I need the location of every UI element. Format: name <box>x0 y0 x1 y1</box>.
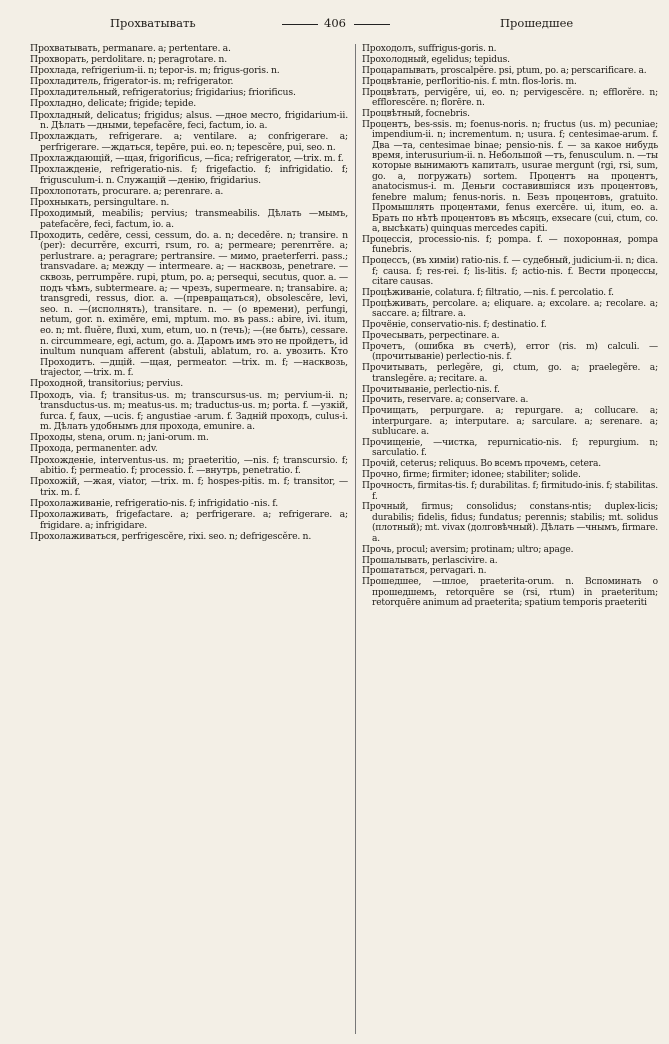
dictionary-entry: Проходы, stena, orum. n; jani-orum. m. <box>30 432 209 444</box>
dictionary-entry: Прохлада, refrigerium-ii. n; tepor-is. m; frigus-goris. n. <box>30 65 280 77</box>
header-left-guideword: Прохватывать <box>110 16 196 30</box>
dictionary-entry: Прохлопотать, procurare. a; perenrare. a. <box>30 185 224 197</box>
dictionary-entry: Прохладно, delicate; frigide; tepide. <box>30 98 197 110</box>
dictionary-entry: Прочесывать, perpectinare. a. <box>362 330 500 341</box>
dictionary-entry: Прохожденіе, interventus-us. m; praeteritio, —nis. f; transcursio. f; abitio. f; permeatio. f; processio. f. —внутрь, penetratio. f. <box>30 454 348 477</box>
dictionary-entry: Прохолаживаться, perfrigescĕre, rixi. seo. n; defrigescĕre. n. <box>30 530 312 542</box>
dictionary-entry: Процессъ, (въ химіи) ratio-nis. f. — судебный, judicium-ii. n; dica. f; causa. f; res-rei. f; lis-litis. f; actio-nis. f. Вести процессы, citare causas. <box>362 256 658 287</box>
dictionary-entry: Прохожій, —жая, viator, —trix. m. f; hospes-pitis. m. f; transitor, —trix. m. f. <box>30 476 348 498</box>
dictionary-entry: Прочищать, perpurgare. a; repurgare. a; collucare. a; interpurgare. a; interputare. a; sarculare. a; serenare. a; sublucare. a. <box>362 406 658 438</box>
dictionary-entry: Процессія, processio-nis. f; pompa. f. — похоронная, pompa funebris. <box>362 234 658 256</box>
dictionary-entry: Проходной, transitorius; pervius. <box>30 378 184 390</box>
dictionary-entry: Прохладитель, frigerator-is. m; refrigerator. <box>30 76 234 88</box>
dictionary-entry: Процѣживаніе, colatura. f; filtratio, —nis. f. percolatio. f. <box>362 287 614 298</box>
dictionary-entry: Прочищеніе, —чистка, repurnicatio-nis. f; repurgium. n; sarculatio. f. <box>362 438 658 459</box>
page-number: 406 <box>324 16 346 30</box>
dictionary-entry: Процвѣтный, focnebris. <box>362 108 470 119</box>
dictionary-entry: Проходимый, meabilis; pervius; transmeabilis. Дѣлать —мымъ, patefacĕre, feci, factum, io. a. <box>30 207 348 230</box>
dictionary-entry: Прочить, reservare. a; conservare. a. <box>362 395 529 406</box>
left-column <box>30 44 348 1036</box>
dictionary-entry: Проходолъ, suffrigus-goris. n. <box>362 44 497 54</box>
dictionary-entry: Процвѣтаніе, perfloritio-nis. f. mtn. flos-loris. m. <box>362 76 577 87</box>
dictionary-entry: Прочитываніе, perlectio-nis. f. <box>362 384 500 395</box>
dictionary-entry: Прохлаждающій, —щая, frigorificus, —fica; refrigerator, —trix. m. f. <box>30 152 344 164</box>
dictionary-entry: Процарапывать, proscalpĕre. psi, ptum, po. a; perscarificare. a. <box>362 65 647 76</box>
dictionary-entry: Прочность, firmitas-tis. f; durabilitas. f; firmitudo-inis. f; stabilitas. f. <box>362 481 658 502</box>
dictionary-entry: Прохолаживаніе, refrigeratio-nis. f; infrigidatio -nis. f. <box>30 497 279 509</box>
dictionary-entry: Прошедшее, —шлое, praeterita-orum. n. Вспоминать о прошедшемъ, retorquēre se (rsi, rtum) in praeteritum; retorquēre animum ad praeterita; spatium temporis praeteriti <box>362 577 658 609</box>
dictionary-entry: Прохватывать, permanare. a; pertentare. a. <box>30 44 231 54</box>
dictionary-entry: Прохворать, perdolitare. n; peragrotare. n. <box>30 54 228 66</box>
header-right-guideword: Прошедшее <box>500 16 574 30</box>
dictionary-entry: Процентъ, bes-ssis. m; foenus-noris. n; fructus (us. m) pecuniae; impendium-ii. n; incrementum. n; usura. f; centesimae-arum. f. Два —та, centesimae binae; pensio-nis. f. — за какое нибудь время, interusurium-ii. n. Небольшой —тъ, fenusculum. n. —ты которые вынимаютъ капиталъ, usurae mergunt (rgi, rsi, sum, go. a, погружать) sortem. Процентъ на процентъ, anatocismus-i. m. Деньги составившіяся изъ процентовъ, fenebre malum; fenus-noris. n. Безъ процентовъ, gratuito. Промышлять процентами, fenus exercēre. ui, itum, eo. a. Брать по нѣтѣ процентовъ въ мѣсяцъ, exsecare (cui, ctum, co. a, высѣкать) quinquas mercedes capiti. <box>362 119 658 234</box>
dictionary-entry: Прочёніе, conservatio-nis. f; destinatio. f. <box>362 320 547 331</box>
dictionary-entry: Прохладный, delicatus; frigidus; alsus. —дное место, frigidarium-ii. n. Дѣлать —дными, tepefacĕre, feci, factum, io. a. <box>30 109 348 132</box>
column-divider <box>355 44 356 1034</box>
dictionary-entry: Прохладительный, refrigeratorius; frigidarius; friorificus. <box>30 87 296 99</box>
dictionary-entry: Проходить, cedĕre, cessi, cessum, do. a. n; decedĕre. n; transire. n (per): decurrĕre, excurri, rsum, ro. a; permeare; perenrrĕre. a; perlustrare. a; peragrare; pertransire. — мимо, praeterferri. pass.; transvadare. a; между — intermeare. a; — насквозь, penetrare. —сквозь, perrumpĕre. rupi, ptum, po. a; persequi, secutus, quor. a. — подъ чѣмъ, subtermeare. a; — чрезъ, supermeare. n; transabire. a; transgredi, ressus, dior. a. —(превращаться), obsolescĕre, levi, seo. n. —(исполнять), transitare. n. — (о времени), perfungi, netum, gor. n. eximĕre, emi, mptum. mo. въ pass.: abire, ivi. itum, eo. n; mt. fluĕre, fluxi, xum, etum, uo. n (течь); —(не быть), cessare. n. circummeare, egi, actum, go. a. Даромъ имъ это не пройдетъ, id inultum nunquam afferent (abstuli, ablatum, ro. a. увозить. Кто Проходитъ. —дщій. —щая, permeator. —trix. m. f; —насквозь, trajector, —trix. m. f. <box>30 229 348 379</box>
page-header <box>30 16 647 34</box>
dictionary-entry: Процѣживать, percolare. a; eliquare. a; excolare. a; recolare. a; saccare. a; filtrare. a. <box>362 298 658 320</box>
dictionary-entry: Прохлаждать, refrigerare. a; ventilare. a; confrigerare. a; perfrigerare. —ждаться, tepēre, pui. eo. n; tepescĕre, pui, seo. n. <box>30 131 348 153</box>
dictionary-entry: Процвѣтать, pervigĕre, ui, eo. n; pervigescĕre. n; efflorĕre. n; efflorescĕre. n; florēre. n. <box>362 87 658 109</box>
dictionary-entry: Прочій, ceterus; reliquus. Во всемъ прочемъ, cetera. <box>362 459 602 470</box>
dictionary-entry: Прошалывать, perlascivire. a. <box>362 555 498 566</box>
dictionary-entry: Прочно, firme; firmiter; idonee; stabiliter; solide. <box>362 470 581 481</box>
dictionary-entry: Прохода, permanenter. adv. <box>30 443 158 455</box>
dictionary-entry: Прочь, procul; aversim; protinam; ultro; apage. <box>362 544 574 555</box>
dictionary-entry: Прохныкать, persingultare. n. <box>30 196 170 208</box>
dictionary-entry: Проходъ, via. f; transitus-us. m; transcursus-us. m; pervium-ii. n; transductus-us. m; meatus-us. m; traductus-us. m; porta. f. —узкій, furca. f, faux, —ucis. f; angustiae -arum. f. Задній проходъ, culus-i. m. Дѣлать удобнымъ для прохода, emunire. a. <box>30 389 348 433</box>
dictionary-entry: Прохлажденіе, refrigeratio-nis. f; frigefactio. f; infrigidatio. f; frigusculum-i. n. Служащій —денію, frigidarius. <box>30 164 348 186</box>
dictionary-entry: Прошататься, pervagari. n. <box>362 566 487 577</box>
dictionary-entry: Прочный, firmus; consolidus; constans-ntis; duplex-licis; durabilis; fidelis, fidus; fundatus; perennis; stabilis; mt. solidus (плотный); mt. vivax (долговѣчный). Дѣлать —чнымъ, firmare. a. <box>362 502 658 544</box>
dictionary-entry: Прохолодный, egelidus; tepidus. <box>362 54 510 65</box>
dictionary-entry: Прочетъ, (ошибка въ счетѣ), error (ris. m) calculi. — (прочитываніе) perlectio-nis. f. <box>362 341 658 363</box>
right-column <box>362 44 658 1036</box>
dictionary-entry: Прочитывать, perlegĕre, gi, ctum, go. a; praelegĕre. a; translegĕre. a; recitare. a. <box>362 363 658 384</box>
dictionary-entry: Прохолаживать, frigefactare. a; perfrigerare. a; refrigerare. a; frigidare. a; infrigidare. <box>30 509 348 531</box>
